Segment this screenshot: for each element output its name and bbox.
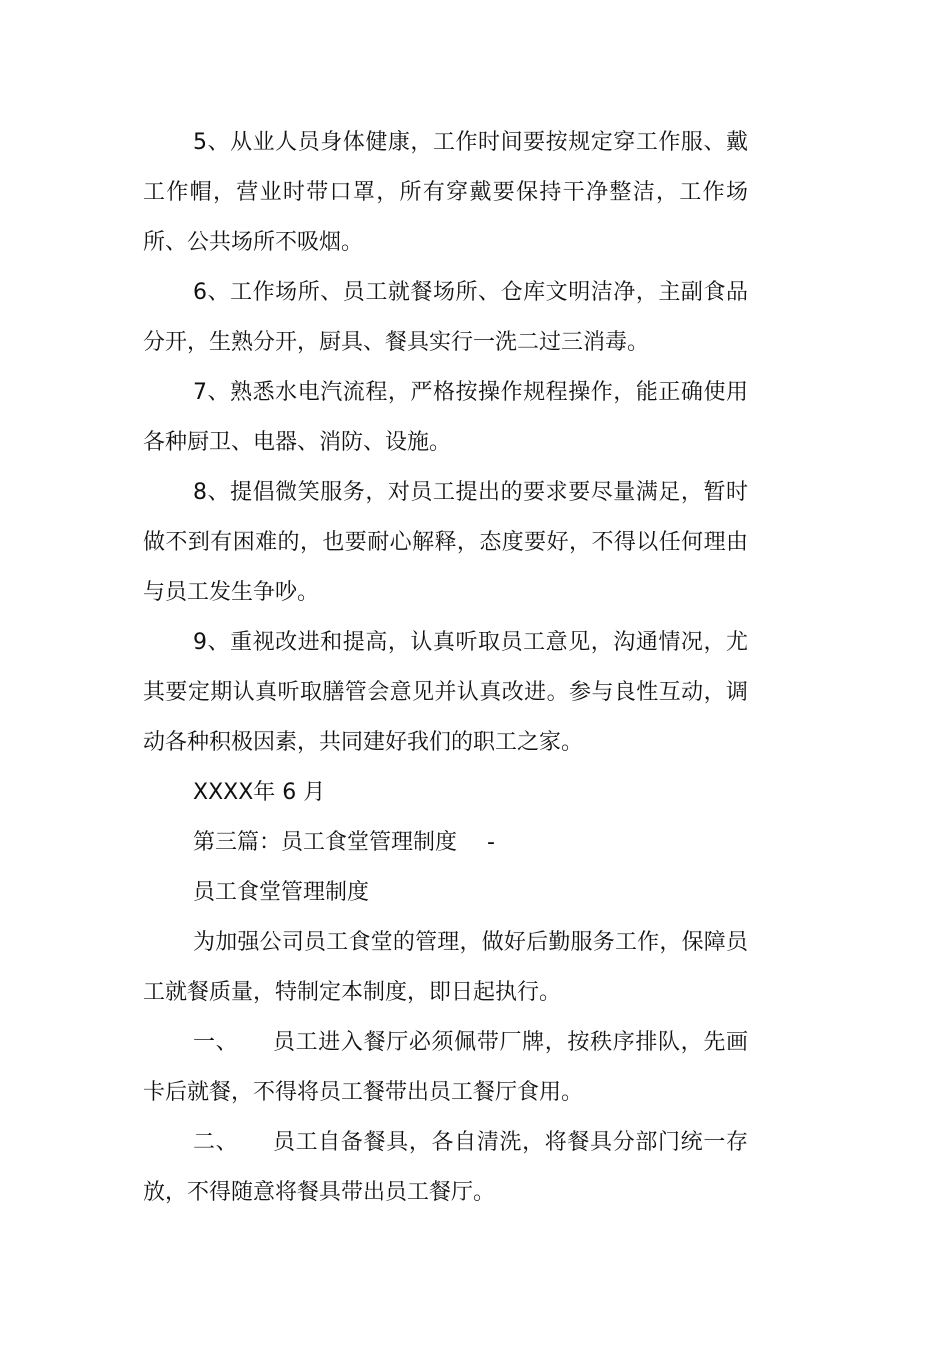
paragraph-item-7: 7、熟悉水电汽流程，严格按操作规程操作，能正确使用各种厨卫、电器、消防、设施。	[143, 380, 748, 455]
document-body	[143, 118, 748, 1218]
paragraph-item-5: 5、从业人员身体健康，工作时间要按规定穿工作服、戴工作帽，营业时带口罩，所有穿戴要保持干净整洁，工作场所、公共场所不吸烟。	[143, 130, 748, 255]
document-title: 员工食堂管理制度	[193, 880, 370, 905]
paragraph-item-8: 8、提倡微笑服务，对员工提出的要求要尽量满足，暂时做不到有困难的，也要耐心解释，态度要好，不得以任何理由与员工发生争吵。	[143, 480, 748, 605]
paragraph-item-6: 6、工作场所、员工就餐场所、仓库文明洁净，主副食品分开，生熟分开，厨具、餐具实行一洗二过三消毒。	[143, 280, 748, 355]
date-line: XXXX年 6 月	[193, 780, 326, 805]
intro-paragraph: 为加强公司员工食堂的管理，做好后勤服务工作，保障员工就餐质量，特制定本制度，即日起执行。	[143, 930, 748, 1005]
section-heading-title: 第三篇：员工食堂管理制度	[193, 830, 458, 855]
paragraph-item-9: 9、重视改进和提高，认真听取员工意见，沟通情况，尤其要定期认真听取膳管会意见并认真改进。参与良性互动，调动各种积极因素，共同建好我们的职工之家。	[143, 630, 748, 755]
rule-text: 员工自备餐具，各自清洗，将餐具分部门统一存放，不得随意将餐具带出员工餐厅。	[143, 1130, 748, 1205]
rule-text: 员工进入餐厅必须佩带厂牌，按秩序排队，先画卡后就餐，不得将员工餐带出员工餐厅食用。	[143, 1030, 748, 1105]
rule-label: 二、	[193, 1130, 239, 1155]
rule-item-1	[143, 1018, 748, 1118]
rule-label: 一、	[193, 1030, 239, 1055]
rule-item-2	[143, 1118, 748, 1218]
section-heading-suffix: -	[487, 830, 495, 855]
section-heading	[143, 818, 748, 868]
